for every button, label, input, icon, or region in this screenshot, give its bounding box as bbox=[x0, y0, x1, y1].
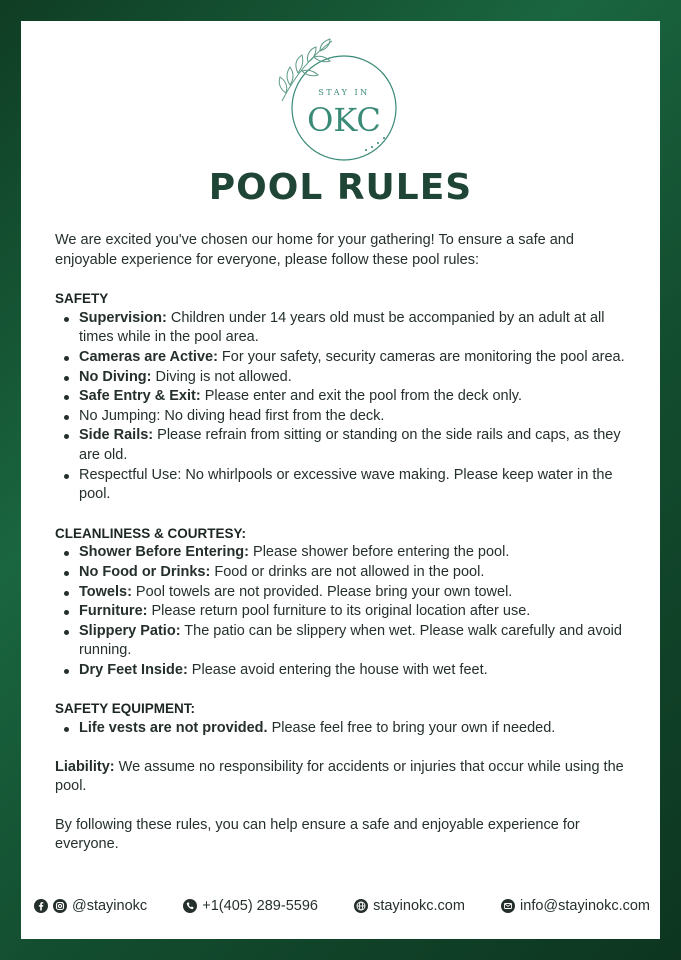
section-safety bbox=[55, 289, 638, 505]
rules-list bbox=[55, 719, 638, 739]
phone-number: +1(405) 289-5596 bbox=[202, 898, 318, 914]
liability-text: Liability: We assume no responsibility for accidents or injuries that occur while using the pool. bbox=[55, 758, 624, 795]
list-item: No Food or Drinks: Food or drinks are not allowed in the pool. bbox=[55, 563, 638, 583]
closing-text: By following these rules, you can help ensure a safe and enjoyable experience for everyone. bbox=[55, 816, 580, 853]
social-contact[interactable] bbox=[34, 898, 147, 914]
email-icon bbox=[501, 899, 515, 913]
svg-text:OKC: OKC bbox=[307, 101, 381, 139]
list-item: No Jumping: No diving head first from the deck. bbox=[55, 407, 638, 427]
list-item: Cameras are Active: For your safety, security cameras are monitoring the pool area. bbox=[55, 348, 638, 368]
email-address: info@stayinokc.com bbox=[520, 898, 650, 914]
phone-icon bbox=[183, 899, 197, 913]
list-item: No Diving: Diving is not allowed. bbox=[55, 368, 638, 388]
section-heading: SAFETY bbox=[55, 291, 109, 307]
intro-text: We are excited you've chosen our home for your gathering! To ensure a safe and enjoyable experience for everyone, please follow these pool rules: bbox=[55, 232, 574, 268]
list-item: Side Rails: Please refrain from sitting or standing on the side rails and caps, as they are old. bbox=[55, 426, 638, 465]
page-title: POOL RULES bbox=[208, 167, 473, 208]
list-item: Respectful Use: No whirlpools or excessive wave making. Please keep water in the pool. bbox=[55, 466, 638, 505]
stay-in-okc-logo bbox=[276, 35, 406, 165]
section-heading: SAFETY EQUIPMENT: bbox=[55, 701, 196, 717]
list-item: Safe Entry & Exit: Please enter and exit the pool from the deck only. bbox=[55, 387, 638, 407]
rules-content bbox=[55, 231, 638, 874]
list-item: Slippery Patio: The patio can be slippery when wet. Please walk carefully and avoid running. bbox=[55, 622, 638, 661]
globe-icon bbox=[354, 899, 368, 913]
list-item: Life vests are not provided. Please feel free to bring your own if needed. bbox=[55, 719, 638, 739]
list-item: Towels: Pool towels are not provided. Please bring your own towel. bbox=[55, 583, 638, 603]
contact-footer bbox=[34, 895, 650, 917]
list-item: Supervision: Children under 14 years old must be accompanied by an adult at all times while in the pool area. bbox=[55, 309, 638, 348]
facebook-icon bbox=[34, 899, 48, 913]
website-contact[interactable] bbox=[354, 898, 465, 914]
email-contact[interactable] bbox=[501, 898, 650, 914]
svg-text:STAY IN: STAY IN bbox=[318, 88, 370, 97]
list-item: Dry Feet Inside: Please avoid entering the house with wet feet. bbox=[55, 661, 638, 681]
list-item: Furniture: Please return pool furniture to its original location after use. bbox=[55, 602, 638, 622]
section-cleanliness bbox=[55, 524, 638, 681]
rules-list bbox=[55, 309, 638, 505]
list-item: Shower Before Entering: Please shower before entering the pool. bbox=[55, 543, 638, 563]
rules-card bbox=[21, 21, 660, 939]
website-link: stayinokc.com bbox=[373, 898, 465, 914]
rules-list bbox=[55, 543, 638, 680]
section-equipment bbox=[55, 699, 638, 738]
phone-contact[interactable] bbox=[183, 898, 318, 914]
section-heading: CLEANLINESS & COURTESY: bbox=[55, 525, 247, 541]
social-handle: @stayinokc bbox=[72, 898, 148, 914]
instagram-icon bbox=[53, 899, 67, 913]
